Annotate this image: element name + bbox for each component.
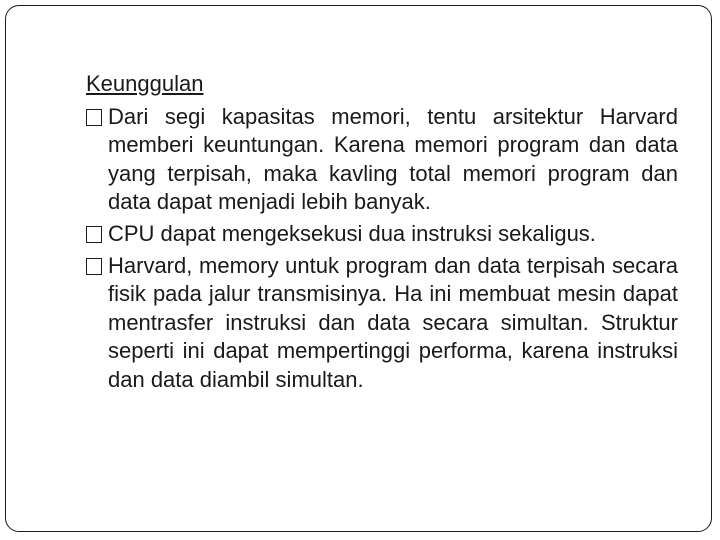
missing-glyph-box-icon	[86, 258, 102, 275]
bullet-item	[86, 103, 678, 217]
bullet-item	[86, 220, 678, 249]
missing-glyph-box-icon	[86, 226, 102, 243]
slide-content	[86, 70, 678, 398]
bullet-item	[86, 252, 678, 395]
slide-frame	[5, 5, 712, 532]
slide-heading: Keunggulan	[86, 71, 204, 96]
bullet-text: CPU dapat mengeksekusi dua instruksi sekaligus.	[108, 220, 596, 246]
missing-glyph-box-icon	[86, 109, 102, 126]
bullet-text: Harvard, memory untuk program dan data terpisah secara fisik pada jalur transmisinya. Ha ini membuat mesin dapat mentrasfer instruksi dan data secara simultan. Struktur seperti ini dapat mempertinggi performa, karena instruksi dan data diambil simultan.	[108, 252, 678, 392]
bullet-text: Dari segi kapasitas memori, tentu arsitektur Harvard memberi keuntungan. Karena memori program dan data yang terpisah, maka kavling total memori program dan data dapat menjadi lebih banyak.	[108, 103, 678, 215]
